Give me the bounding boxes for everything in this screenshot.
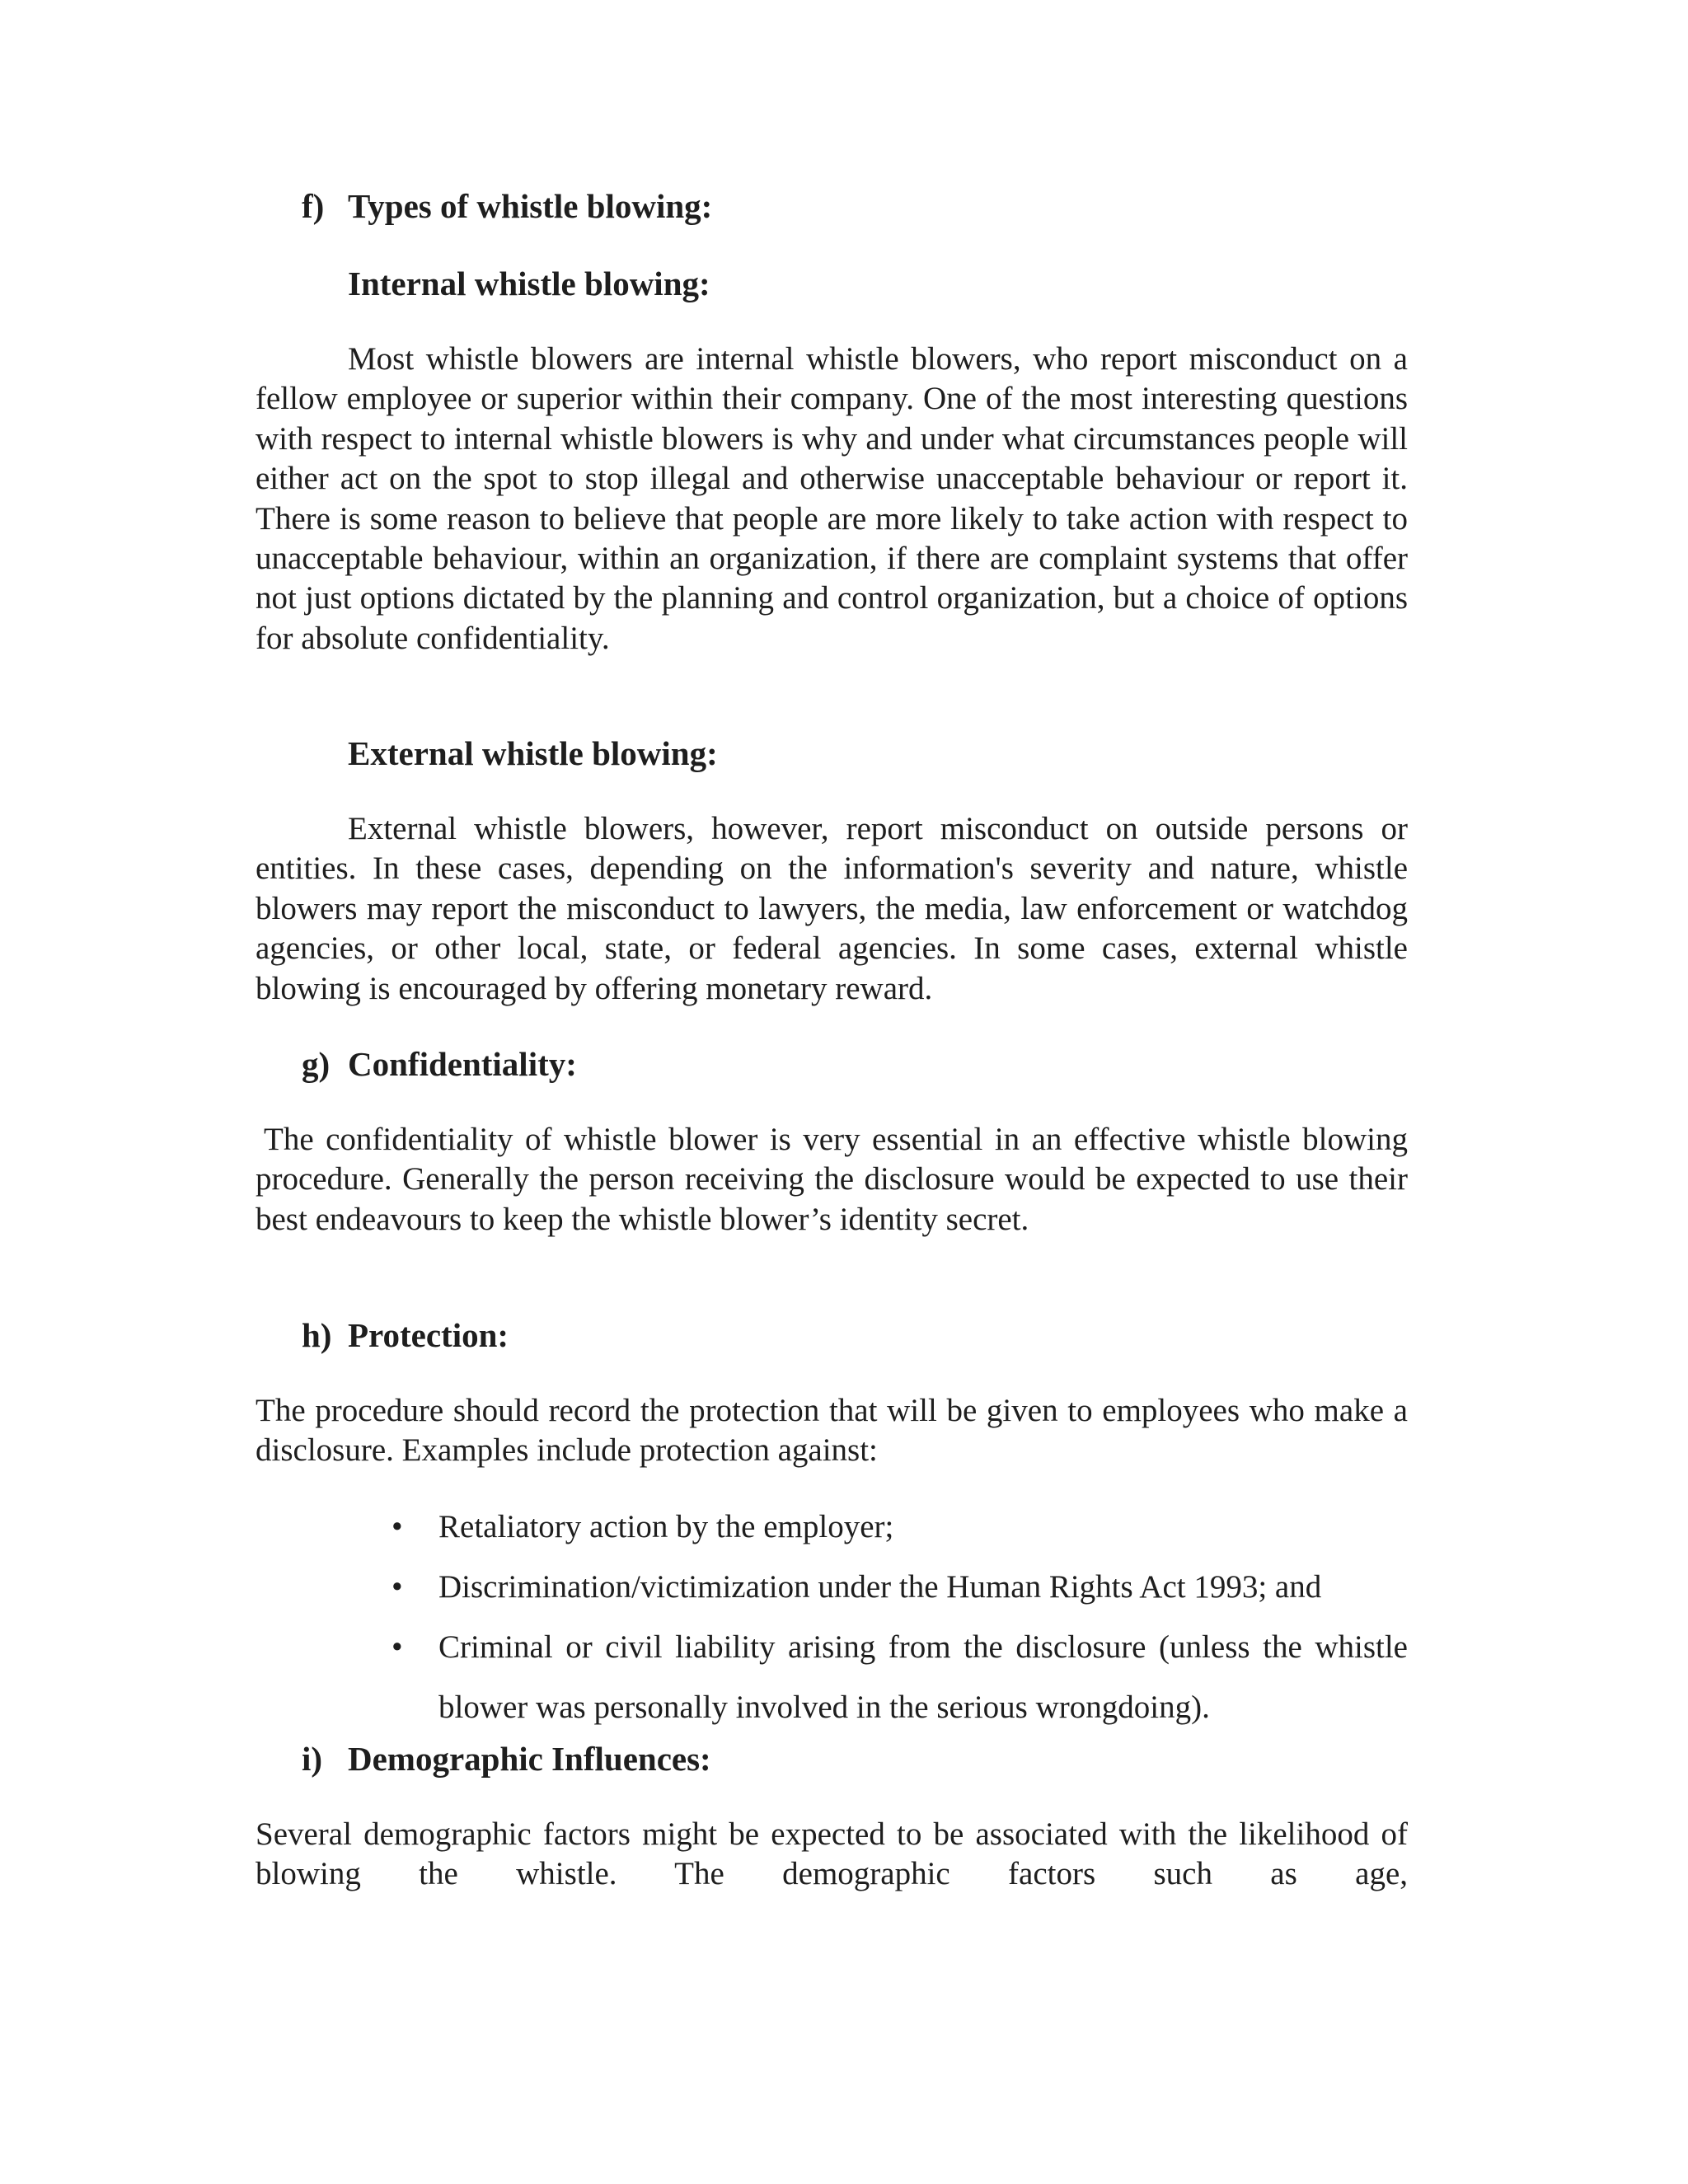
bullet-dot: • xyxy=(392,1509,403,1544)
list-item xyxy=(392,1617,1408,1737)
section-g-heading xyxy=(302,1044,577,1084)
protection-paragraph: The procedure should record the protection that will be given to employees who make a disclosure. Examples include protection against: xyxy=(256,1393,1408,1469)
external-paragraph: External whistle blowers, however, report misconduct on outside persons or entities. In these cases, depending on the information's severity and nature, whistle blowers may report the misconduct to lawyers, the media, law enforcement or watchdog agencies, or other local, state, or federal agencies. In some cases, external whistle blowing is encouraged by offering monetary reward. xyxy=(256,811,1408,1006)
section-h-marker: h) xyxy=(302,1316,332,1354)
list-item xyxy=(392,1497,1408,1557)
section-i-heading xyxy=(302,1739,711,1779)
bullet-dot: • xyxy=(392,1569,403,1605)
section-i-marker: i) xyxy=(302,1740,323,1778)
protection-list xyxy=(392,1497,1408,1737)
section-g-title: Confidentiality: xyxy=(348,1045,577,1083)
section-f-title: Types of whistle blowing: xyxy=(348,187,713,225)
internal-heading: Internal whistle blowing: xyxy=(348,265,710,302)
section-g-marker: g) xyxy=(302,1045,331,1083)
bullet-dot: • xyxy=(392,1629,403,1665)
demographic-paragraph: Several demographic factors might be expected to be associated with the likelihood of blowing the whistle. The demographic factors such as age, xyxy=(256,1816,1408,1892)
section-h-title: Protection: xyxy=(348,1316,509,1354)
section-f-heading xyxy=(302,186,712,226)
list-item xyxy=(392,1557,1408,1617)
confidentiality-paragraph: The confidentiality of whistle blower is very essential in an effective whistle blowing procedure. Generally the person receiving the disclosure would be expected to use their best endeavours to keep the whistle blower’s identity secret. xyxy=(256,1122,1408,1237)
list-item-text: Discrimination/victimization under the Human Rights Act 1993; and xyxy=(438,1569,1322,1605)
internal-paragraph: Most whistle blowers are internal whistle blowers, who report misconduct on a fellow employee or superior within their company. One of the most interesting questions with respect to internal whistle blowers is why and under what circumstances people will either act on the spot to stop illegal and otherwise unacceptable behaviour or report it. There is some reason to believe that people are more likely to take action with respect to unacceptable behaviour, within an organization, if there are complaint systems that offer not just options dictated by the planning and control organization, but a choice of options for absolute confidentiality. xyxy=(256,341,1408,656)
section-h-heading xyxy=(302,1315,509,1355)
list-item-text: Criminal or civil liability arising from the disclosure (unless the whistle blower was personally involved in the serious wrongdoing). xyxy=(438,1629,1408,1725)
list-item-text: Retaliatory action by the employer; xyxy=(438,1509,894,1544)
external-heading: External whistle blowing: xyxy=(348,734,718,772)
section-i-title: Demographic Influences: xyxy=(348,1740,711,1778)
section-f-marker: f) xyxy=(302,187,325,225)
